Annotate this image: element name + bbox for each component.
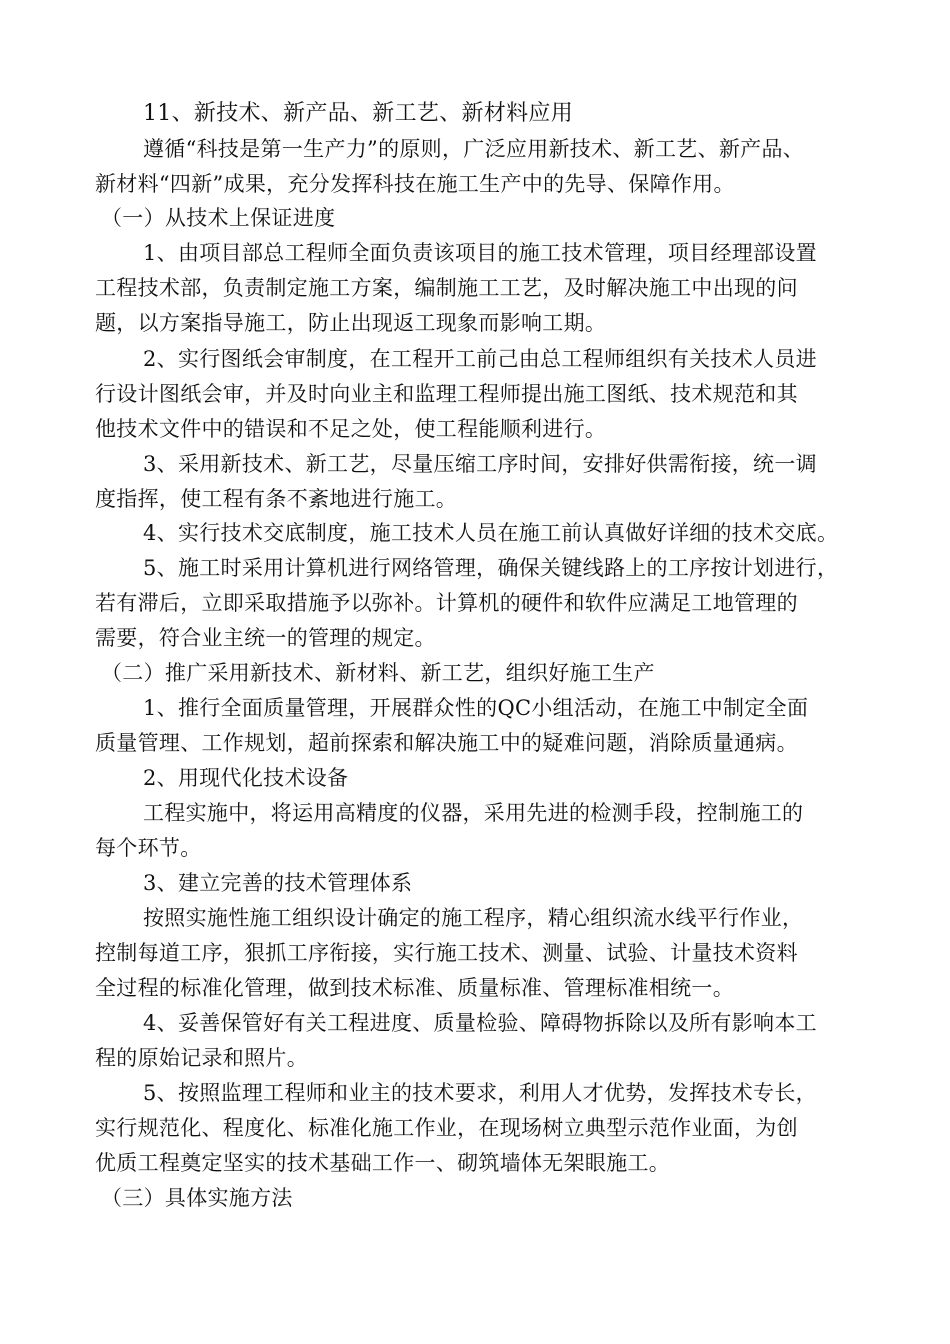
paragraph-line: 3、采用新技术、新工艺，尽量压缩工序时间，安排好供需衔接，统一调 (143, 452, 817, 476)
paragraph-line: 每个环节。 (95, 836, 202, 860)
paragraph-line: 需要，符合业主统一的管理的规定。 (95, 626, 436, 650)
paragraph-line: 题，以方案指导施工，防止出现返工现象而影响工期。 (95, 311, 607, 335)
paragraph-line: 全过程的标准化管理，做到技术标准、质量标准、管理标准相统一。 (95, 976, 734, 1000)
paragraph-line: 新材料“四新”成果，充分发挥科技在施工生产中的先导、保障作用。 (95, 172, 735, 196)
subsection-heading: （一）从技术上保证进度 (101, 206, 336, 230)
paragraph-line: 4、实行技术交底制度，施工技术人员在施工前认真做好详细的技术交底。 (143, 521, 839, 545)
paragraph-line: 2、实行图纸会审制度，在工程开工前己由总工程师组织有关技术人员进 (143, 347, 817, 371)
paragraph-line: 5、施工时采用计算机进行网络管理，确保关键线路上的工序按计划进行， (143, 556, 839, 580)
paragraph-line: 控制每道工序，狠抓工序衔接，实行施工技术、测量、试验、计量技术资料 (95, 941, 798, 965)
paragraph-line: 行设计图纸会审，并及时向业主和监理工程师提出施工图纸、技术规范和其 (95, 382, 798, 406)
paragraph-line: 他技术文件中的错误和不足之处，使工程能顺利进行。 (95, 417, 607, 441)
section-title: 11、新技术、新产品、新工艺、新材料应用 (143, 101, 573, 126)
paragraph-line: 若有滞后，立即采取措施予以弥补。计算机的硬件和软件应满足工地管理的 (95, 591, 798, 615)
subsection-heading: （二）推广采用新技术、新材料、新工艺，组织好施工生产 (101, 661, 655, 685)
paragraph-line: 程的原始记录和照片。 (95, 1046, 308, 1070)
paragraph-line: 工程技术部，负责制定施工方案，编制施工工艺，及时解决施工中出现的问 (95, 276, 798, 300)
paragraph-line: 实行规范化、程度化、标准化施工作业，在现场树立典型示范作业面，为创 (95, 1116, 798, 1140)
paragraph-line: 5、按照监理工程师和业主的技术要求，利用人才优势，发挥技术专长， (143, 1081, 817, 1105)
paragraph-line: 优质工程奠定坚实的技术基础工作一、砌筑墙体无架眼施工。 (95, 1151, 671, 1175)
subsection-heading: （三）具体实施方法 (101, 1186, 293, 1210)
paragraph-line: 质量管理、工作规划，超前探索和解决施工中的疑难问题，消除质量通病。 (95, 731, 798, 755)
paragraph-line: 2、用现代化技术设备 (143, 766, 349, 790)
paragraph-line: 遵循“科技是第一生产力”的原则，广泛应用新技术、新工艺、新产品、 (143, 137, 805, 161)
paragraph-line: 1、由项目部总工程师全面负责该项目的施工技术管理，项目经理部设置 (143, 241, 817, 265)
paragraph-line: 度指挥，使工程有条不紊地进行施工。 (95, 487, 458, 511)
paragraph-line: 4、妥善保管好有关工程进度、质量检验、障碍物拆除以及所有影响本工 (143, 1011, 817, 1035)
paragraph-line: 1、推行全面质量管理，开展群众性的QC小组活动，在施工中制定全面 (143, 696, 809, 720)
paragraph-line: 工程实施中，将运用高精度的仪器，采用先进的检测手段，控制施工的 (143, 801, 804, 825)
paragraph-line: 3、建立完善的技术管理体系 (143, 871, 413, 895)
paragraph-line: 按照实施性施工组织设计确定的施工程序，精心组织流水线平行作业， (143, 906, 804, 930)
